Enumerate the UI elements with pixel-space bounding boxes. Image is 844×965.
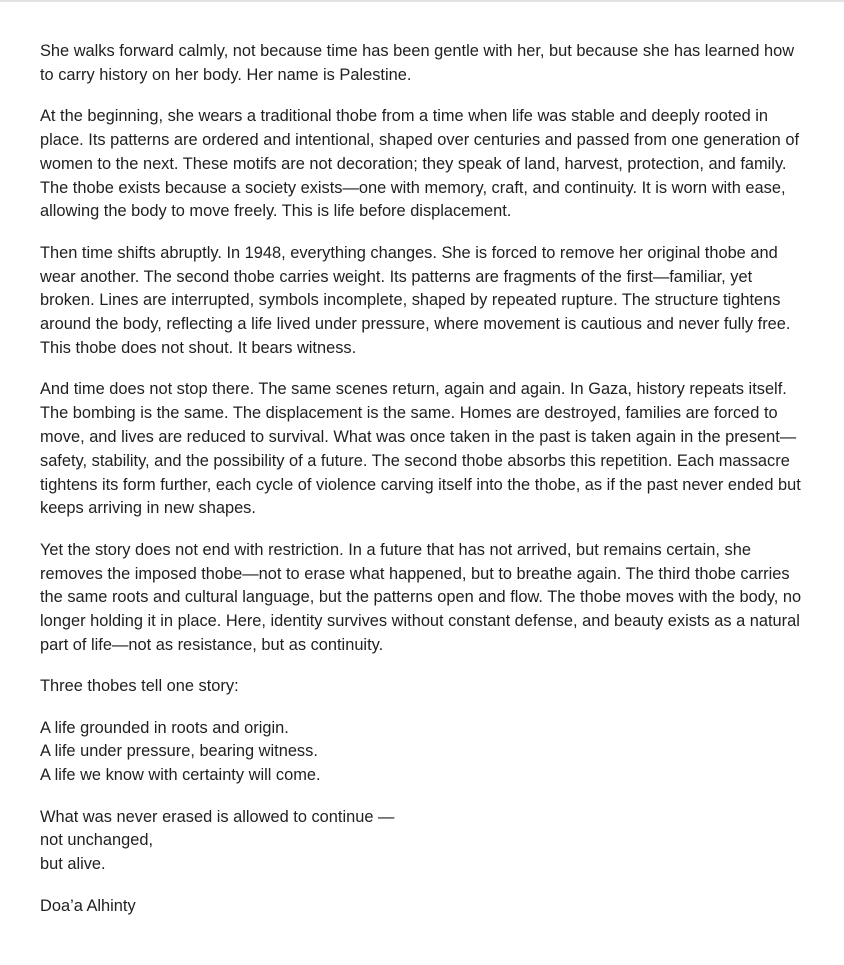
author-signature: Doa’a Alhinty [40, 896, 136, 915]
verse-lives [40, 717, 810, 788]
verse-line: A life we know with certainty will come. [40, 766, 321, 785]
paragraph-three-thobes: Three thobes tell one story: [40, 677, 239, 696]
verse-closing [40, 806, 810, 877]
paragraph-gaza: And time does not stop there. The same scenes return, again and again. In Gaza, history repeats itself. The bombing is the same. The displacement is the same. Homes are destroyed, families are forced to move, and lives are reduced to survival. What was once taken in the past is taken again in the present—safety, stability, and the possibility of a future. The second thobe absorbs this repetition. Each massacre tightens its form further, each cycle of violence carving itself into the thobe, as if the past never ended but keeps arriving in new shapes. [40, 380, 801, 518]
paragraph-first-thobe: At the beginning, she wears a traditional thobe from a time when life was stable and deeply rooted in place. Its patterns are ordered and intentional, shaped over centuries and passed from one generation of women to the next. These motifs are not decoration; they speak of land, harvest, protection, and family. The thobe exists because a society exists—one with memory, craft, and continuity. It is worn with ease, allowing the body to move freely. This is life before displacement. [40, 107, 800, 221]
paragraph-third-thobe: Yet the story does not end with restriction. In a future that has not arrived, but remains certain, she removes the imposed thobe—not to erase what happened, but to breathe again. The third thobe carries the same roots and cultural language, but the patterns open and flow. The thobe moves with the body, no longer holding it in place. Here, identity survives without constant defense, and beauty exists as a natural part of life—not as resistance, but as continuity. [40, 540, 802, 654]
paragraph-intro: She walks forward calmly, not because time has been gentle with her, but because she has learned how to carry history on her body. Her name is Palestine. [40, 42, 795, 84]
verse-line: A life grounded in roots and origin. [40, 718, 289, 737]
verse-line: not unchanged, [40, 831, 154, 850]
article-body [40, 40, 810, 936]
verse-line: What was never erased is allowed to continue — [40, 807, 395, 826]
paragraph-second-thobe: Then time shifts abruptly. In 1948, everything changes. She is forced to remove her original thobe and wear another. The second thobe carries weight. Its patterns are fragments of the first—familiar, yet broken. Lines are interrupted, symbols incomplete, shaped by repeated rupture. The structure tightens around the body, reflecting a life lived under pressure, where movement is cautious and never fully free. This thobe does not shout. It bears witness. [40, 243, 791, 357]
verse-line: but alive. [40, 855, 106, 874]
verse-line: A life under pressure, bearing witness. [40, 742, 318, 761]
